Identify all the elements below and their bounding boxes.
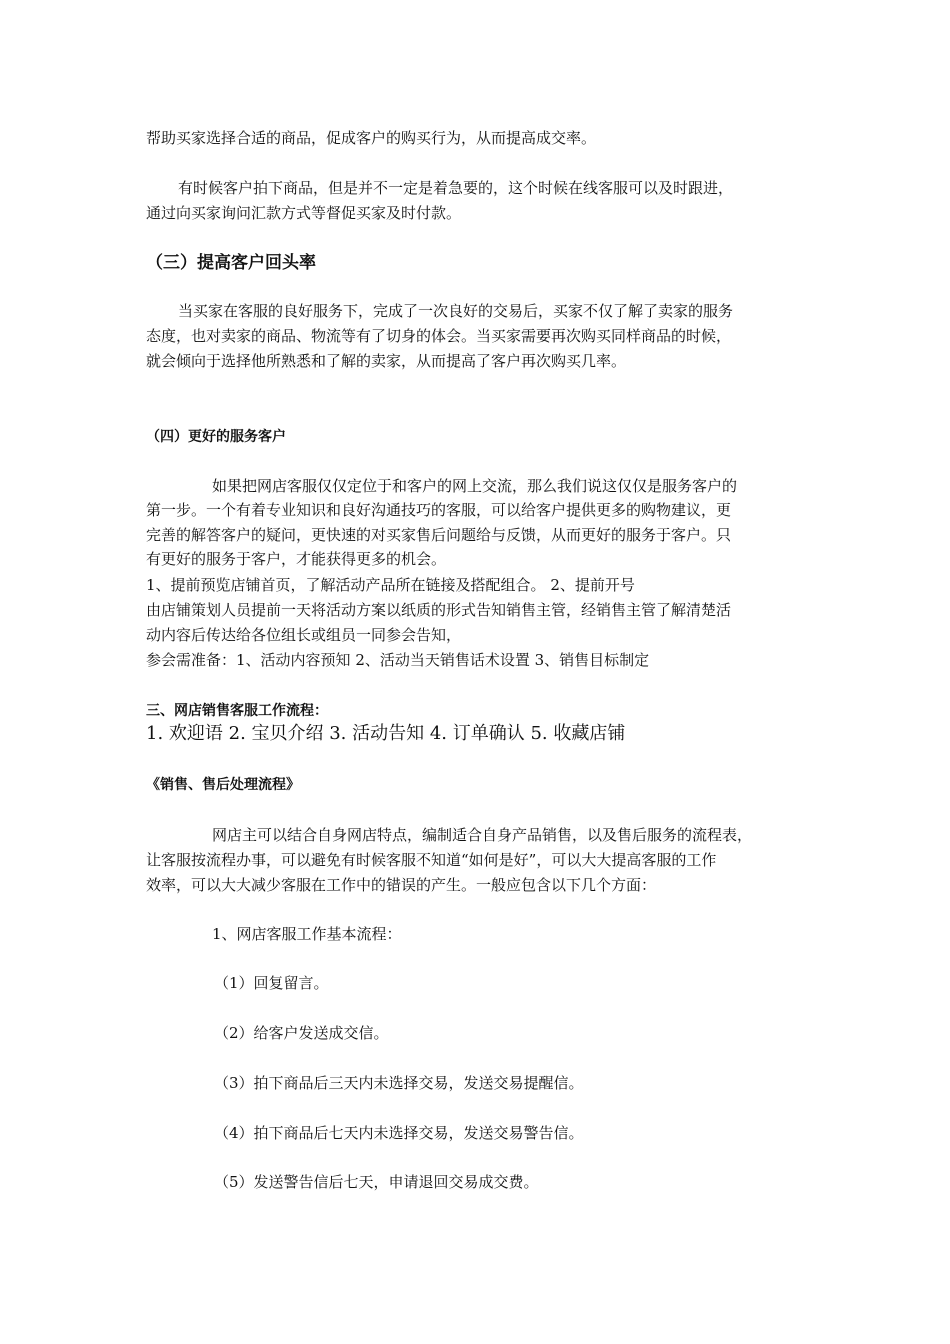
paragraph-line: 1、提前预览店铺首页，了解活动产品所在链接及搭配组合。 2、提前开号 <box>146 576 635 594</box>
section-heading: （三）提高客户回头率 <box>146 253 316 273</box>
paragraph-line: 由店铺策划人员提前一天将活动方案以纸质的形式告知销售主管，经销售主管了解清楚活 <box>146 601 732 619</box>
paragraph-line: 网店主可以结合自身网店特点，编制适合自身产品销售，以及售后服务的流程表， <box>212 826 753 844</box>
workflow-steps: 1. 欢迎语 2. 宝贝介绍 3. 活动告知 4. 订单确认 5. 收藏店铺 <box>146 723 626 744</box>
list-item: （2）给客户发送成交信。 <box>214 1024 389 1042</box>
section-heading: 《销售、售后处理流程》 <box>146 777 300 793</box>
paragraph-line: 当买家在客服的良好服务下，完成了一次良好的交易后，买家不仅了解了卖家的服务 <box>178 302 734 320</box>
paragraph-line: 如果把网店客服仅仅定位于和客户的网上交流，那么我们说这仅仅是服务客户的 <box>212 477 738 495</box>
paragraph-line: 完善的解答客户的疑问，更快速的对买家售后问题给与反馈，从而更好的服务于客户。只 <box>146 526 732 544</box>
paragraph-line: 态度，也对卖家的商品、物流等有了切身的体会。当买家需要再次购买同样商品的时候， <box>146 327 732 345</box>
paragraph-line: 有时候客户拍下商品，但是并不一定是着急要的，这个时候在线客服可以及时跟进， <box>178 179 734 197</box>
list-item: （5）发送警告信后七天，申请退回交易成交费。 <box>214 1173 539 1191</box>
paragraph-line: 有更好的服务于客户，才能获得更多的机会。 <box>146 550 447 568</box>
list-item: （3）拍下商品后三天内未选择交易，发送交易提醒信。 <box>214 1074 584 1092</box>
section-heading: （四）更好的服务客户 <box>146 429 286 445</box>
paragraph-line: 通过向买家询问汇款方式等督促买家及时付款。 <box>146 204 462 222</box>
paragraph-line: 让客服按流程办事，可以避免有时候客服不知道“如何是好”，可以大大提高客服的工作 <box>146 851 717 869</box>
list-item: （4）拍下商品后七天内未选择交易，发送交易警告信。 <box>214 1124 584 1142</box>
paragraph-line: 效率，可以大大减少客服在工作中的错误的产生。一般应包含以下几个方面： <box>146 876 657 894</box>
list-title: 1、网店客服工作基本流程： <box>212 925 402 943</box>
paragraph-line: 参会需准备：1、活动内容预知 2、活动当天销售话术设置 3、销售目标制定 <box>146 651 650 669</box>
paragraph-line: 帮助买家选择合适的商品，促成客户的购买行为，从而提高成交率。 <box>146 129 597 147</box>
list-item: （1）回复留言。 <box>214 974 329 992</box>
section-heading: 三、网店销售客服工作流程： <box>146 703 328 719</box>
paragraph-line: 就会倾向于选择他所熟悉和了解的卖家，从而提高了客户再次购买几率。 <box>146 352 627 370</box>
paragraph-line: 第一步。一个有着专业知识和良好沟通技巧的客服，可以给客户提供更多的购物建议，更 <box>146 501 732 519</box>
paragraph-line: 动内容后传达给各位组长或组员一同参会告知， <box>146 626 462 644</box>
